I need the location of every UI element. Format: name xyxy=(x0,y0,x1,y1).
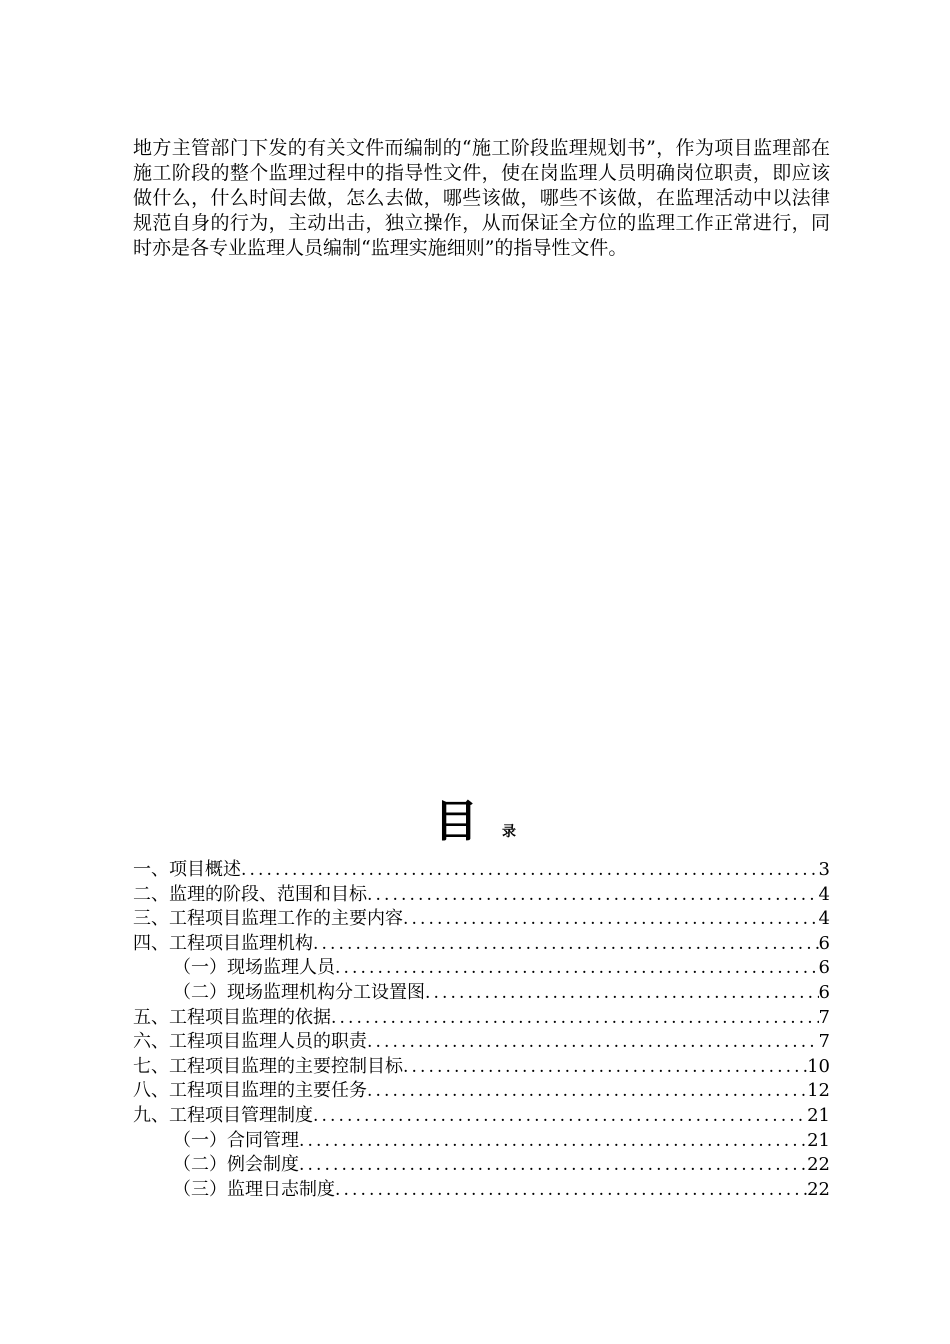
toc-leader-dots xyxy=(299,1153,807,1178)
toc-entry[interactable] xyxy=(133,907,830,932)
toc-leader-dots xyxy=(299,1129,807,1154)
toc-entry-page: 21 xyxy=(807,1104,830,1126)
toc-entry-page: 22 xyxy=(807,1178,830,1200)
toc-title xyxy=(0,785,950,849)
toc-entry-page: 7 xyxy=(818,1031,830,1053)
toc-entry[interactable] xyxy=(133,1055,830,1080)
toc-leader-dots xyxy=(367,1030,819,1055)
toc-subentry[interactable] xyxy=(133,981,830,1006)
toc-subentry[interactable] xyxy=(133,1129,830,1154)
toc-entry[interactable] xyxy=(133,1006,830,1031)
toc-leader-dots xyxy=(335,956,819,981)
toc-entry[interactable] xyxy=(133,883,830,908)
toc-entry-label: （二）例会制度 xyxy=(173,1154,299,1176)
toc-entry-page: 10 xyxy=(807,1055,830,1077)
toc-entry-label: 四、工程项目监理机构 xyxy=(133,932,313,954)
toc-leader-dots xyxy=(425,981,819,1006)
toc-leader-dots xyxy=(335,1178,807,1203)
toc-entry[interactable] xyxy=(133,1079,830,1104)
toc-entry[interactable] xyxy=(133,1104,830,1129)
toc-entry-page: 6 xyxy=(818,932,830,954)
table-of-contents xyxy=(133,858,830,1202)
toc-entry-page: 3 xyxy=(818,859,830,880)
toc-entry[interactable] xyxy=(133,858,830,883)
toc-entry-label: （一）合同管理 xyxy=(173,1129,299,1151)
toc-subentry[interactable] xyxy=(133,956,830,981)
intro-paragraph: 地方主管部门下发的有关文件而编制的“施工阶段监理规划书”，作为项目监理部在施工阶段的整个监理过程中的指导性文件，使在岗监理人员明确岗位职责，即应该做什么，什么时间去做，怎么去做，哪些该做，哪些不该做，在监理活动中以法律规范自身的行为，主动出击，独立操作，从而保证全方位的监理工作正常进行，同时亦是各专业监理人员编制“监理实施细则”的指导性文件。 xyxy=(133,137,830,259)
toc-entry-label: 九、工程项目管理制度 xyxy=(133,1104,313,1126)
toc-entry-label: 七、工程项目监理的主要控制目标 xyxy=(133,1055,403,1077)
toc-leader-dots xyxy=(313,932,819,957)
toc-entry[interactable] xyxy=(133,932,830,957)
toc-subentry[interactable] xyxy=(133,1153,830,1178)
toc-entry-page: 7 xyxy=(818,1006,830,1028)
toc-entry-label: 一、项目概述 xyxy=(133,859,241,880)
toc-title-secondary: 录 xyxy=(502,824,516,840)
toc-entry[interactable] xyxy=(133,1030,830,1055)
toc-subentry[interactable] xyxy=(133,1178,830,1203)
toc-leader-dots xyxy=(367,883,819,908)
toc-entry-page: 4 xyxy=(818,883,830,905)
toc-entry-label: 五、工程项目监理的依据 xyxy=(133,1006,331,1028)
toc-entry-label: 二、监理的阶段、范围和目标 xyxy=(133,883,367,905)
toc-entry-page: 6 xyxy=(818,981,830,1003)
toc-leader-dots xyxy=(403,1055,807,1080)
toc-entry-page: 22 xyxy=(807,1154,830,1176)
toc-leader-dots xyxy=(313,1104,807,1129)
toc-entry-label: 六、工程项目监理人员的职责 xyxy=(133,1031,367,1053)
toc-title-main: 目 xyxy=(434,796,478,847)
toc-entry-label: （三）监理日志制度 xyxy=(173,1178,335,1200)
toc-entry-label: 八、工程项目监理的主要任务 xyxy=(133,1080,367,1102)
toc-entry-label: （一）现场监理人员 xyxy=(173,957,335,979)
toc-entry-page: 6 xyxy=(818,957,830,979)
toc-entry-page: 12 xyxy=(807,1080,830,1102)
toc-leader-dots xyxy=(241,858,819,883)
toc-entry-label: 三、工程项目监理工作的主要内容 xyxy=(133,908,403,930)
toc-leader-dots xyxy=(403,907,819,932)
toc-entry-label: （二）现场监理机构分工设置图 xyxy=(173,981,425,1003)
toc-entry-page: 4 xyxy=(818,908,830,930)
toc-entry-page: 21 xyxy=(807,1129,830,1151)
toc-leader-dots xyxy=(331,1006,819,1031)
toc-leader-dots xyxy=(367,1079,807,1104)
